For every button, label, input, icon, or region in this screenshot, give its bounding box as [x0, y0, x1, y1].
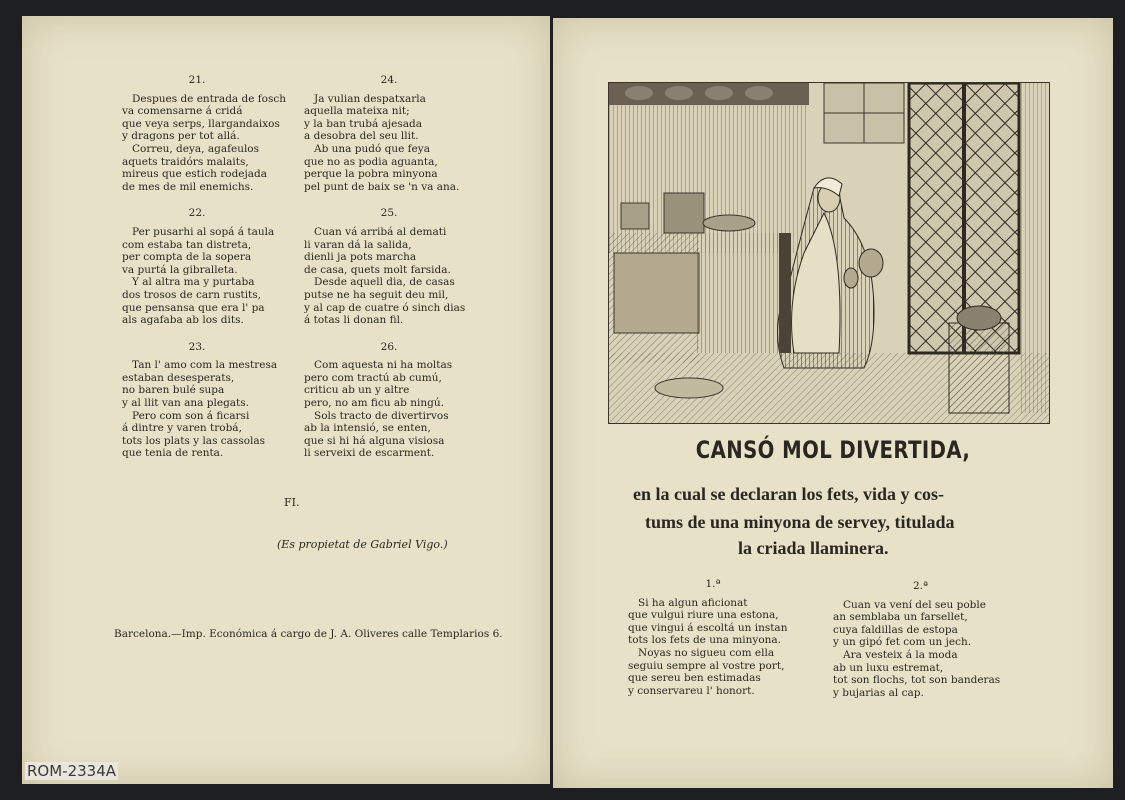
verse-line: Noyas no sigueu com ella — [638, 646, 775, 659]
verse-line: que pensansa que era l' pa — [122, 301, 265, 314]
verse-line: ab un luxu estremat, — [833, 661, 944, 674]
verse-line: que vulgui riure una estona, — [628, 609, 779, 622]
verse-line: seguiu sempre al vostre port, — [628, 659, 785, 672]
right-column-1 — [628, 578, 798, 711]
verse-line: aquella mateixa nit; — [304, 105, 410, 118]
verse-line: tots los plats y las cassolas — [122, 434, 266, 447]
stanza-24 — [304, 74, 474, 193]
verse-line: y conservareu l' honort. — [628, 684, 755, 697]
left-column-2 — [304, 74, 474, 474]
verse-line: á totas li donan fil. — [304, 314, 404, 327]
verse-line: an semblaba un farsellet, — [833, 611, 968, 624]
printer-imprint: Barcelona.—Imp. Económica á cargo de J. A. Oliveres calle Templarios 6. — [114, 628, 503, 640]
verse-line: pero, no am ficu ab ningú. — [304, 397, 444, 410]
verse-line: Pero com son á ficarsi — [132, 409, 250, 422]
stanza-number: 24. — [380, 74, 398, 86]
verse-line: estaban desesperats, — [122, 371, 235, 384]
verse-line: no baren bulé supa — [122, 384, 225, 397]
right-column-2 — [833, 580, 1008, 713]
subtitle-line: tums de una minyona de servey, titulada — [645, 512, 955, 532]
stanza-number: 21. — [188, 74, 206, 86]
verse-line: Tan l' amo com la mestresa — [132, 359, 278, 372]
stanza-21 — [122, 74, 287, 193]
stanza-23 — [122, 340, 278, 460]
verse-line: Despues de entrada de fosch — [132, 92, 287, 105]
stanza-2 — [833, 580, 1008, 699]
left-page — [22, 16, 550, 784]
verse-line: ab la intensió, se enten, — [304, 422, 431, 435]
stanza-number: 22. — [188, 207, 206, 220]
verse-line: y la ban trubá ajesada — [304, 117, 422, 130]
right-page — [553, 18, 1113, 788]
verse-line: com estaba tan distreta, — [122, 238, 252, 251]
stanza-number: 26. — [380, 340, 398, 353]
verse-line: Si ha algun aficionat — [638, 596, 748, 609]
archive-shelfmark: ROM-2334A — [27, 762, 117, 780]
verse-line: a desobra del seu llit. — [304, 130, 419, 143]
verse-line: que sereu ben estimadas — [628, 672, 761, 685]
verse-line: Cuan vá arribá al demati — [314, 225, 447, 238]
stanza-number: 23. — [188, 340, 206, 353]
verse-line: perque la pobra minyona — [304, 168, 438, 181]
verse-line: dos trosos de carn rustits, — [122, 288, 261, 301]
verse-line: Y al altra ma y purtaba — [132, 276, 255, 289]
verse-line: á dintre y varen trobá, — [122, 422, 242, 435]
ballad-title: CANSÓ MOL DIVERTIDA, — [695, 436, 971, 464]
verse-line: Ja vulian despatxarla — [314, 92, 426, 105]
verse-line: y al cap de cuatre ó sinch dias — [304, 301, 466, 314]
verse-line: y dragons per tot allá. — [122, 130, 240, 143]
verse-line: y bujarias al cap. — [833, 686, 924, 699]
verse-line: que vingui á escoltá un instan — [628, 621, 788, 634]
verse-line: Cuan va vení del seu poble — [843, 598, 986, 611]
stanza-25 — [304, 207, 474, 326]
stanza-number: 1.ª — [705, 578, 721, 590]
subtitle-line: la criada llaminera. — [738, 538, 889, 558]
verse-line: Desde aquell dia, de casas — [314, 276, 455, 289]
stanza-26 — [304, 341, 474, 460]
verse-line: tot son flochs, tot son banderas — [833, 674, 1001, 687]
verse-line: dienli ja pots marcha — [304, 251, 417, 264]
property-notice: (Es propietat de Gabriel Vigo.) — [277, 538, 448, 551]
verse-line: de mes de mil enemichs. — [122, 180, 254, 193]
stanza-number: 25. — [380, 207, 398, 220]
verse-line: li varan dá la salida, — [304, 238, 412, 251]
verse-line: criticu ab un y altre — [304, 384, 410, 397]
verse-line: als agafaba ab los dits. — [122, 314, 244, 327]
verse-line: Sols tracto de divertirvos — [314, 409, 449, 422]
kitchen-engraving-illustration — [608, 82, 1050, 424]
stanza-number: 2.ª — [912, 580, 928, 592]
subtitle-line: en la cual se declaran los fets, vida y cos- — [633, 484, 944, 504]
verse-line: Ab una pudó que feya — [314, 142, 430, 155]
fi-end-mark: FI. — [284, 496, 300, 509]
verse-line: que si hi há alguna visiosa — [304, 434, 445, 447]
engraving-image — [609, 83, 1049, 423]
verse-line: mireus que estich rodejada — [122, 168, 268, 181]
verse-line: pero com tractú ab cumú, — [304, 371, 442, 384]
stanza-1 — [628, 578, 798, 697]
verse-line: y un gipó fet com un jech. — [833, 636, 972, 649]
verse-line: Ara vesteix á la moda — [843, 648, 958, 661]
verse-line: que no as podia aguanta, — [304, 155, 438, 168]
verse-line: cuya faldillas de estopa — [833, 623, 958, 636]
stanza-22 — [122, 207, 275, 327]
verse-line: va comensarne á cridá — [122, 105, 243, 118]
verse-line: Per pusarhi al sopá á taula — [132, 225, 275, 238]
verse-line: Com aquesta ni ha moltas — [314, 359, 453, 372]
left-column-1 — [122, 74, 287, 474]
verse-line: aquets traidórs malaits, — [122, 155, 249, 168]
verse-line: va purtá la gibralleta. — [122, 263, 238, 276]
verse-line: putse ne ha seguit deu mil, — [304, 288, 449, 301]
verse-line: pel punt de baix se 'n va ana. — [304, 180, 460, 193]
verse-line: tots los fets de una minyona. — [628, 634, 782, 647]
verse-line: li serveixi de escarment. — [304, 447, 435, 460]
verse-line: per compta de la sopera — [122, 251, 252, 264]
verse-line: de casa, quets molt farsida. — [304, 263, 451, 276]
verse-line: que tenia de renta. — [122, 447, 224, 460]
verse-line: y al llit van ana plegats. — [122, 397, 249, 410]
verse-line: que veya serps, llargandaixos — [122, 117, 280, 130]
verse-line: Correu, deya, agafeulos — [132, 142, 260, 155]
